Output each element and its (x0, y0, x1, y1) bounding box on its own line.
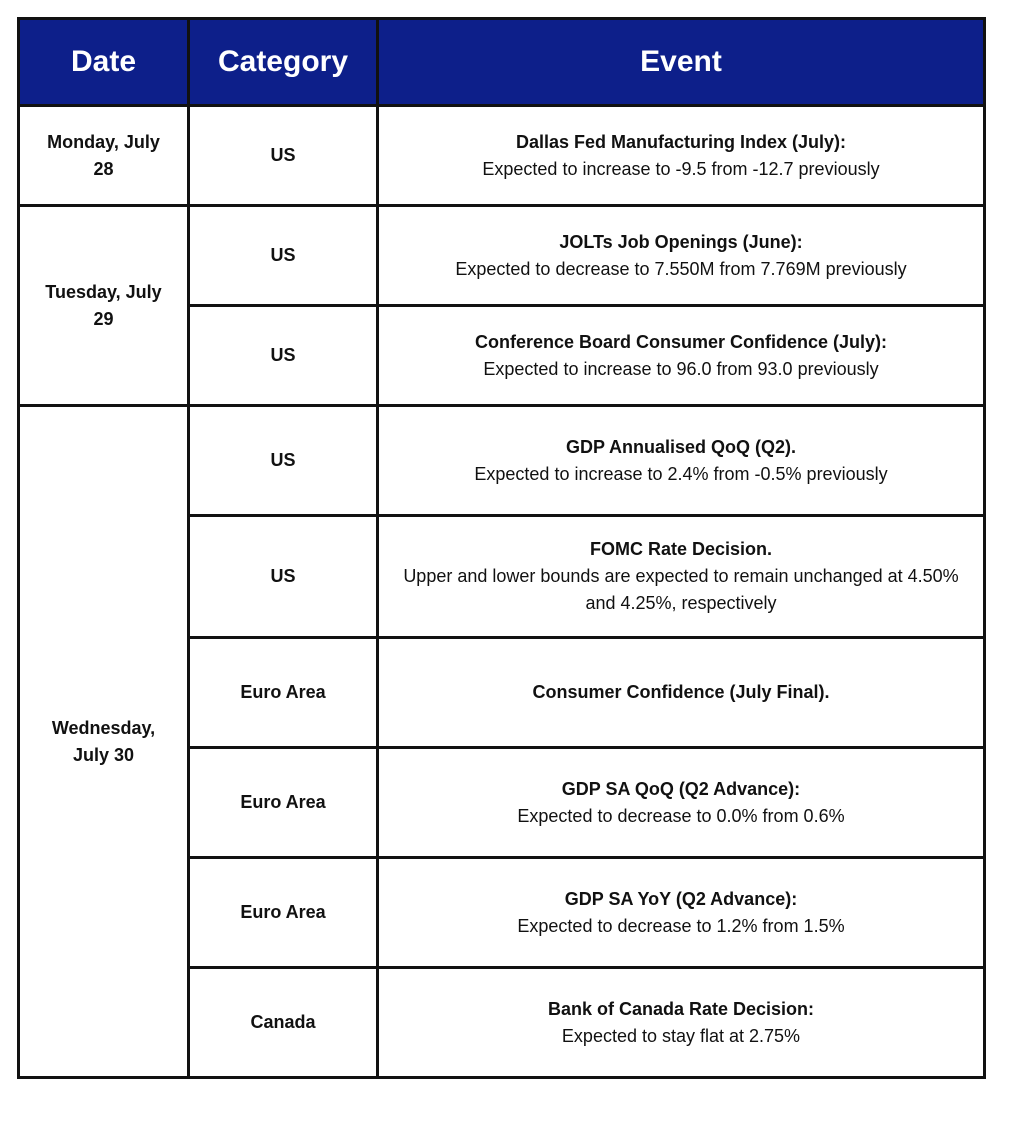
event-cell (378, 106, 985, 206)
event-cell (378, 306, 985, 406)
category-cell: Euro Area (189, 638, 378, 748)
date-cell (19, 406, 189, 1078)
table-row (19, 406, 985, 516)
date-label: Wednesday, July 30 (51, 717, 156, 765)
event-cell (378, 968, 985, 1078)
category-cell: US (189, 516, 378, 638)
event-description: Expected to increase to 96.0 from 93.0 previously (483, 358, 879, 379)
event-title: GDP SA YoY (Q2 Advance): (564, 888, 798, 909)
table-body (19, 106, 985, 1078)
event-description: Expected to stay flat at 2.75% (561, 1025, 801, 1046)
event-cell (378, 748, 985, 858)
event-title: Consumer Confidence (July Final). (532, 682, 830, 702)
event-description: Expected to increase to 2.4% from -0.5% previously (474, 463, 888, 484)
date-label: Tuesday, July 29 (45, 281, 162, 329)
category-cell: Canada (189, 968, 378, 1078)
event-cell (378, 206, 985, 306)
category-cell: US (189, 106, 378, 206)
table-row (19, 206, 985, 306)
event-column-header: Event (378, 19, 985, 106)
economic-calendar-table (17, 17, 986, 1079)
date-column-header: Date (19, 19, 189, 106)
event-title: FOMC Rate Decision. (589, 539, 773, 559)
table-header (19, 19, 985, 106)
category-cell: US (189, 406, 378, 516)
event-title: JOLTs Job Openings (June): (559, 231, 803, 252)
event-cell (378, 638, 985, 748)
category-cell: US (189, 306, 378, 406)
table-row (19, 106, 985, 206)
category-cell: Euro Area (189, 858, 378, 968)
category-cell: Euro Area (189, 748, 378, 858)
event-cell (378, 406, 985, 516)
event-title: Bank of Canada Rate Decision: (547, 998, 815, 1019)
header-row (19, 19, 985, 106)
event-title: GDP Annualised QoQ (Q2). (565, 436, 797, 457)
event-description: Upper and lower bounds are expected to remain unchanged at 4.50% and 4.25%, respectively (403, 566, 959, 613)
event-title: Conference Board Consumer Confidence (July): (474, 331, 888, 352)
event-title: Dallas Fed Manufacturing Index (July): (515, 131, 847, 152)
event-cell (378, 858, 985, 968)
date-cell (19, 106, 189, 206)
event-description: Expected to decrease to 1.2% from 1.5% (517, 915, 845, 936)
event-description: Expected to increase to -9.5 from -12.7 previously (482, 158, 880, 179)
date-label: Monday, July 28 (47, 131, 160, 179)
date-cell (19, 206, 189, 406)
event-description: Expected to decrease to 7.550M from 7.769M previously (455, 258, 907, 279)
event-title: GDP SA QoQ (Q2 Advance): (561, 778, 801, 799)
event-cell (378, 516, 985, 638)
event-description: Expected to decrease to 0.0% from 0.6% (517, 805, 845, 826)
category-cell: US (189, 206, 378, 306)
category-column-header: Category (189, 19, 378, 106)
